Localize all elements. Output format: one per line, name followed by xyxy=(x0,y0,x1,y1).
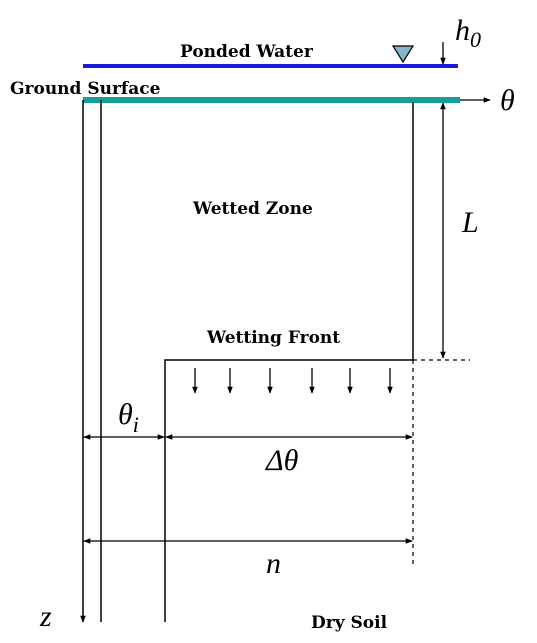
h0-base: h xyxy=(455,14,470,47)
delta-theta-label: Δθ xyxy=(266,444,299,477)
infiltration-arrows-group xyxy=(195,368,390,393)
h0-subscript: 0 xyxy=(470,27,481,52)
h0-label xyxy=(455,14,481,52)
wetted-zone-label: Wetted Zone xyxy=(193,199,313,219)
wetting-front-profile xyxy=(165,102,413,622)
theta-i-subscript: i xyxy=(132,412,139,437)
n-label: n xyxy=(266,547,281,580)
dry-soil-label: Dry Soil xyxy=(311,613,388,633)
L-label: L xyxy=(462,206,479,239)
theta-i-label xyxy=(118,398,139,437)
water-level-marker-icon xyxy=(393,46,413,62)
z-axis-label: z xyxy=(40,600,52,633)
ponded-water-label: Ponded Water xyxy=(180,42,313,62)
ground-surface-label: Ground Surface xyxy=(10,79,161,99)
theta-i-base: θ xyxy=(118,398,133,431)
theta-axis-label: θ xyxy=(500,84,515,117)
wetting-front-label: Wetting Front xyxy=(207,328,341,348)
